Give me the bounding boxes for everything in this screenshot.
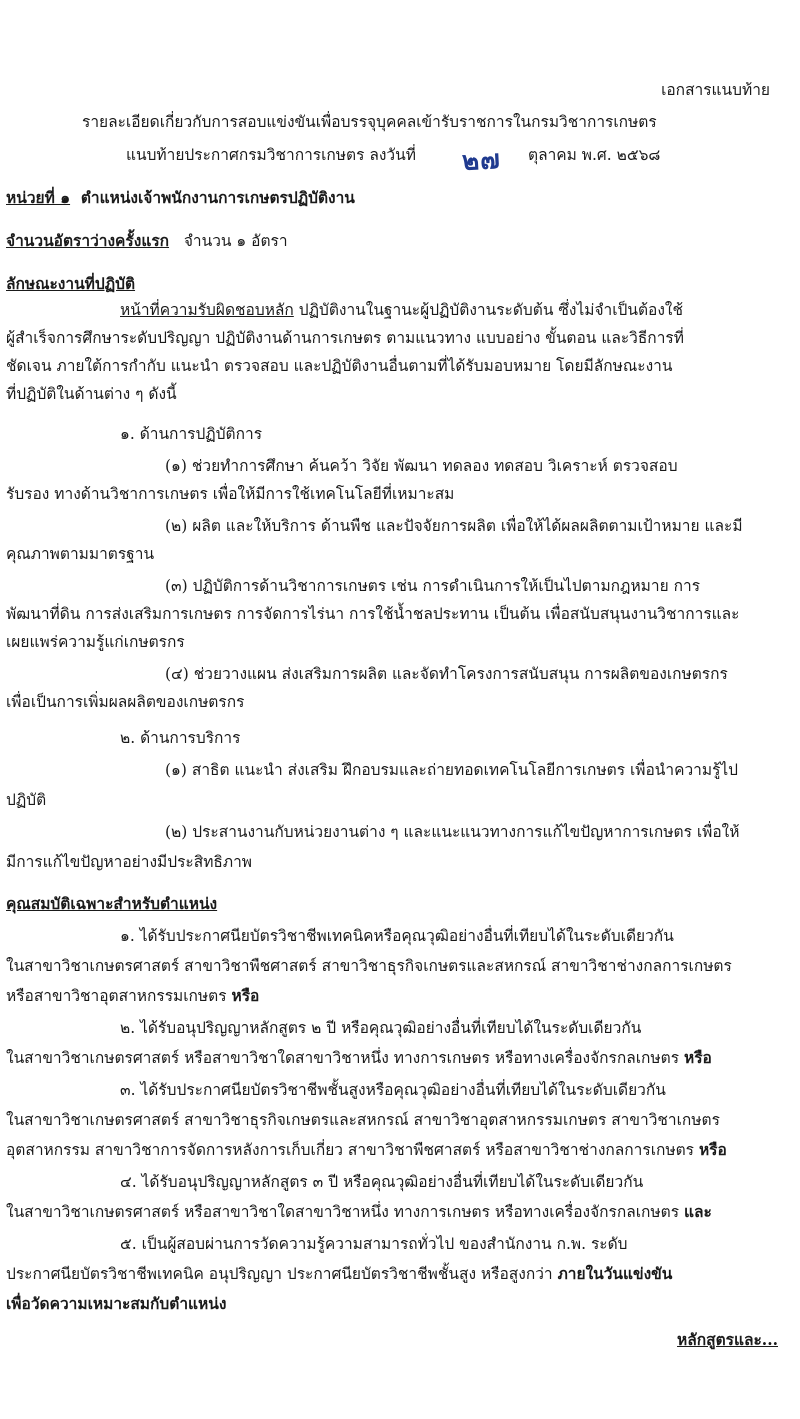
qual-3-conjunction: หรือ <box>698 1140 727 1159</box>
qual-1-line-2: ในสาขาวิชาเกษตรศาสตร์ สาขาวิชาพืชศาสตร์ สาขาวิชาธุรกิจเกษตรและสหกรณ์ สาขาวิชาช่างกลการเกษตร <box>6 957 732 975</box>
area-2-title: ๒. ด้านการบริการ <box>120 729 241 747</box>
area-2-item-2-line-1: (๒) ประสานงานกับหน่วยงานต่าง ๆ และแนะแนวทางการแก้ไขปัญหาการเกษตร เพื่อให้ <box>165 823 740 841</box>
qual-5-emphasis: ภายในวันแข่งขัน <box>557 1264 673 1283</box>
qual-2-line-1: ๒. ได้รับอนุปริญญาหลักสูตร ๒ ปี หรือคุณวุฒิอย่างอื่นที่เทียบได้ในระดับเดียวกัน <box>120 1019 642 1037</box>
qual-3-line-1: ๓. ได้รับประกาศนียบัตรวิชาชีพชั้นสูงหรือคุณวุฒิอย่างอื่นที่เทียบได้ในระดับเดียวกัน <box>120 1081 666 1099</box>
area-1-item-1-line-1: (๑) ช่วยทำการศึกษา ค้นคว้า วิจัย พัฒนา ทดลอง ทดสอบ วิเคราะห์ ตรวจสอบ <box>165 457 678 475</box>
main-duty-line <box>120 300 683 320</box>
qual-5-line-2 <box>6 1264 672 1284</box>
qual-5-line-1: ๕. เป็นผู้สอบผ่านการวัดความรู้ความสามารถทั่วไป ของสำนักงาน ก.พ. ระดับ <box>120 1235 628 1253</box>
area-1-item-4-line-2: เพื่อเป็นการเพิ่มผลผลิตของเกษตรกร <box>6 693 245 711</box>
qual-1-conjunction: หรือ <box>231 986 260 1005</box>
work-nature-heading: ลักษณะงานที่ปฏิบัติ <box>6 274 136 293</box>
area-1-title: ๑. ด้านการปฏิบัติการ <box>120 425 263 443</box>
title-date-prefix: แนบท้ายประกาศกรมวิชาการเกษตร ลงวันที่ <box>126 146 416 164</box>
qual-3-line-3-text: อุตสาหกรรม สาขาวิชาการจัดการหลังการเก็บเกี่ยว สาขาวิชาพืชศาสตร์ หรือสาขาวิชาช่างกลการเกษตร <box>6 1141 694 1159</box>
area-1-item-3-line-2: พัฒนาที่ดิน การส่งเสริมการเกษตร การจัดการไร่นา การใช้น้ำชลประทาน เป็นต้น เพื่อสนับสนุนงานวิชาการและ <box>6 605 740 623</box>
vacancy-label: จำนวนอัตราว่างครั้งแรก <box>6 231 170 250</box>
title-date-suffix: ตุลาคม พ.ศ. ๒๕๖๘ <box>528 146 661 164</box>
qual-5-line-2-text: ประกาศนียบัตรวิชาชีพเทคนิค อนุปริญญา ประกาศนียบัตรวิชาชีพชั้นสูง หรือสูงกว่า <box>6 1265 553 1283</box>
qual-4-conjunction: และ <box>683 1202 712 1221</box>
attachment-label: เอกสารแนบท้าย <box>661 81 770 99</box>
intro-line-3: ชัดเจน ภายใต้การกำกับ แนะนำ ตรวจสอบ และปฏิบัติงานอื่นตามที่ได้รับมอบหมาย โดยมีลักษณะงาน <box>6 357 673 375</box>
intro-line-1: ปฏิบัติงานในฐานะผู้ปฏิบัติงานระดับต้น ซึ่งไม่จำเป็นต้องใช้ <box>298 301 684 319</box>
continued-marker: หลักสูตรและ... <box>677 1330 778 1349</box>
qual-2-conjunction: หรือ <box>683 1048 712 1067</box>
area-2-item-1-line-2: ปฏิบัติ <box>6 791 47 809</box>
area-2-item-2-line-2: มีการแก้ไขปัญหาอย่างมีประสิทธิภาพ <box>6 853 253 871</box>
area-1-item-2-line-2: คุณภาพตามมาตรฐาน <box>6 545 155 563</box>
qual-4-line-1: ๔. ได้รับอนุปริญญาหลักสูตร ๓ ปี หรือคุณวุฒิอย่างอื่นที่เทียบได้ในระดับเดียวกัน <box>120 1173 644 1191</box>
unit-heading <box>6 188 355 208</box>
qual-5-line-3: เพื่อวัดความเหมาะสมกับตำแหน่ง <box>6 1294 227 1313</box>
area-1-item-2-line-1: (๒) ผลิต และให้บริการ ด้านพืช และปัจจัยการผลิต เพื่อให้ได้ผลผลิตตามเป้าหมาย และมี <box>165 517 743 535</box>
unit-position: ตำแหน่งเจ้าพนักงานการเกษตรปฏิบัติงาน <box>80 188 355 207</box>
qual-1-line-1: ๑. ได้รับประกาศนียบัตรวิชาชีพเทคนิคหรือคุณวุฒิอย่างอื่นที่เทียบได้ในระดับเดียวกัน <box>120 927 674 945</box>
area-1-item-3-line-3: เผยแพร่ความรู้แก่เกษตรกร <box>6 633 185 651</box>
qual-2-line-2-text: ในสาขาวิชาเกษตรศาสตร์ หรือสาขาวิชาใดสาขาวิชาหนึ่ง ทางการเกษตร หรือทางเครื่องจักรกลเกษตร <box>6 1049 680 1067</box>
qual-3-line-3 <box>6 1140 727 1160</box>
qual-2-line-2 <box>6 1048 712 1068</box>
intro-line-4: ที่ปฏิบัติในด้านต่าง ๆ ดังนี้ <box>6 385 177 403</box>
qual-3-line-2: ในสาขาวิชาเกษตรศาสตร์ สาขาวิชาธุรกิจเกษตรและสหกรณ์ สาขาวิชาอุตสาหกรรมเกษตร สาขาวิชาเกษตร <box>6 1111 720 1129</box>
handwritten-day: ๒๗ <box>461 145 502 177</box>
area-1-item-4-line-1: (๔) ช่วยวางแผน ส่งเสริมการผลิต และจัดทำโครงการสนับสนุน การผลิตของเกษตรกร <box>165 665 728 683</box>
qual-1-line-3-text: หรือสาขาวิชาอุตสาหกรรมเกษตร <box>6 987 227 1005</box>
area-2-item-1-line-1: (๑) สาธิต แนะนำ ส่งเสริม ฝึกอบรมและถ่ายทอดเทคโนโลยีการเกษตร เพื่อนำความรู้ไป <box>165 761 739 779</box>
vacancy-value: จำนวน ๑ อัตรา <box>183 232 288 250</box>
qual-4-line-2-text: ในสาขาวิชาเกษตรศาสตร์ หรือสาขาวิชาใดสาขาวิชาหนึ่ง ทางการเกษตร หรือทางเครื่องจักรกลเกษตร <box>6 1203 680 1221</box>
intro-line-2: ผู้สำเร็จการศึกษาระดับปริญญา ปฏิบัติงานด้านการเกษตร ตามแนวทาง แบบอย่าง ขั้นตอน และวิธีการที่ <box>6 329 684 347</box>
qual-4-line-2 <box>6 1202 712 1222</box>
qual-1-line-3 <box>6 986 259 1006</box>
area-1-item-1-line-2: รับรอง ทางด้านวิชาการเกษตร เพื่อให้มีการใช้เทคโนโลยีที่เหมาะสม <box>6 485 455 503</box>
area-1-item-3-line-1: (๓) ปฏิบัติการด้านวิชาการเกษตร เช่น การดำเนินการให้เป็นไปตามกฎหมาย การ <box>165 577 701 595</box>
unit-label: หน่วยที่ ๑ <box>6 188 71 207</box>
main-duty-label: หน้าที่ความรับผิดชอบหลัก <box>120 301 294 319</box>
document-title: รายละเอียดเกี่ยวกับการสอบแข่งขันเพื่อบรรจุบุคคลเข้ารับราชการในกรมวิชาการเกษตร <box>82 113 657 131</box>
qualifications-heading: คุณสมบัติเฉพาะสำหรับตำแหน่ง <box>6 894 218 913</box>
vacancy-line <box>6 231 288 251</box>
